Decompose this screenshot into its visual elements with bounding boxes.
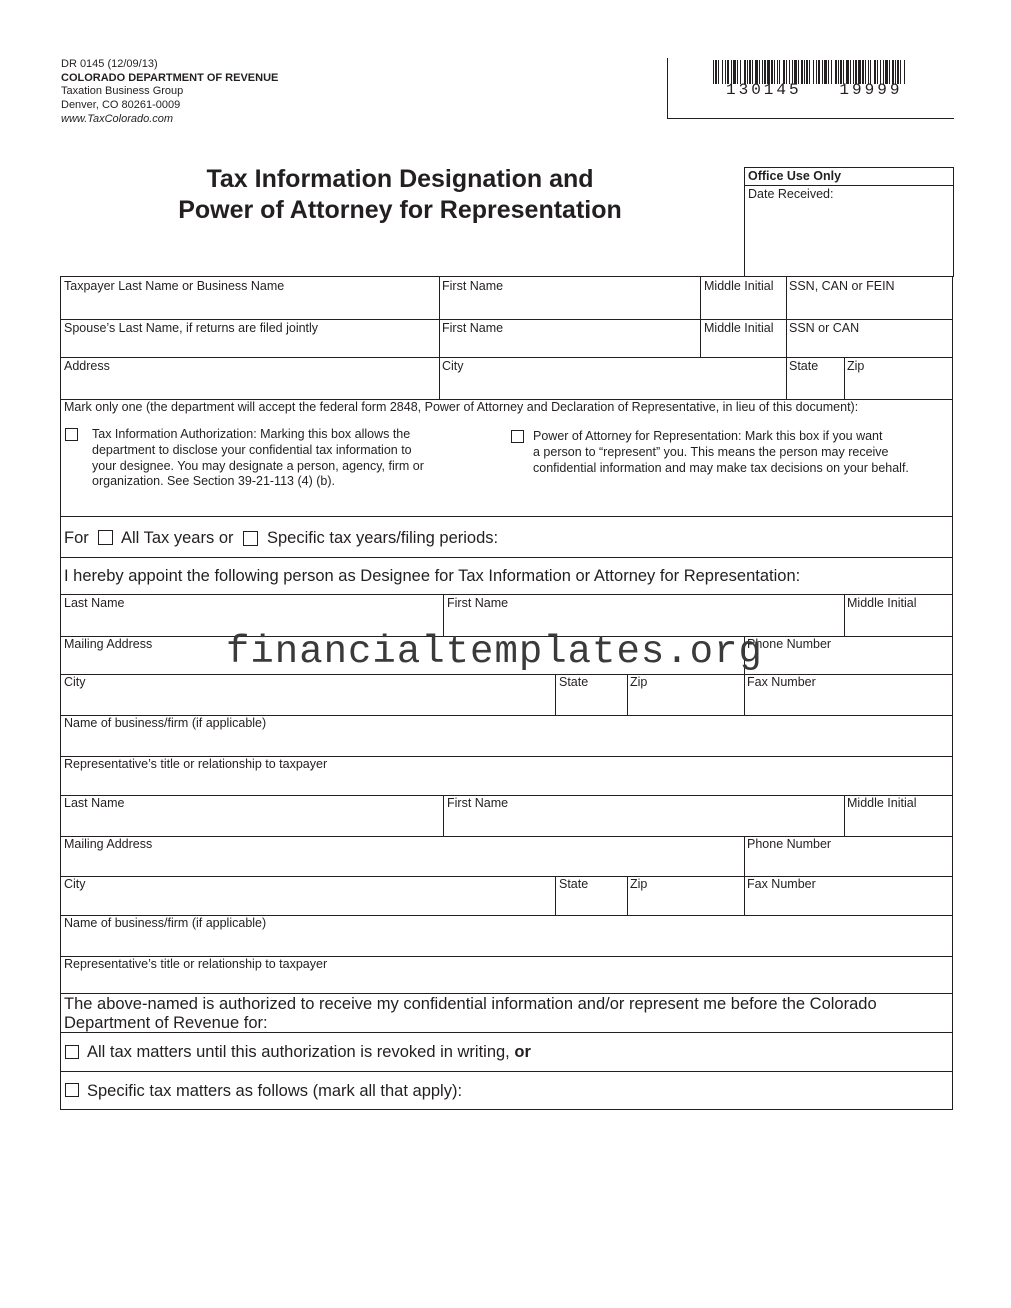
- rep2-state-field[interactable]: State: [559, 877, 589, 891]
- taxpayer-first-name-field[interactable]: First Name: [442, 279, 504, 293]
- agency-address: Denver, CO 80261-0009: [61, 99, 181, 112]
- specific-tax-matters-label: Specific tax matters as follows (mark all that apply):: [87, 1082, 463, 1100]
- all-tax-years-checkbox[interactable]: [98, 530, 113, 545]
- state-field[interactable]: State: [789, 359, 819, 373]
- barcode-number: 130145 19999: [726, 81, 903, 99]
- taxpayer-ssn-field[interactable]: SSN, CAN or FEIN: [789, 279, 895, 293]
- rep1-first-name-field[interactable]: First Name: [447, 596, 509, 610]
- rep1-business-name-field[interactable]: Name of business/firm (if applicable): [64, 716, 267, 730]
- title-line-1: Tax Information Designation and: [206, 165, 594, 193]
- office-use-box: [744, 167, 954, 277]
- date-received-label: Date Received:: [748, 187, 834, 201]
- department-name: COLORADO DEPARTMENT OF REVENUE: [61, 71, 279, 84]
- rep2-business-name-field[interactable]: Name of business/firm (if applicable): [64, 916, 267, 930]
- title-line-2: Power of Attorney for Representation: [178, 196, 622, 224]
- all-tax-years-label: All Tax years or: [121, 529, 234, 547]
- rep1-state-field[interactable]: State: [559, 675, 589, 689]
- power-of-attorney-text: Power of Attorney for Representation: Mark this box if you want a person to “represent” you. This means the person may receive confidential information and may make tax decisions on your behalf.: [533, 429, 909, 475]
- rep1-middle-initial-field[interactable]: Middle Initial: [847, 596, 917, 610]
- rep2-zip-field[interactable]: Zip: [630, 877, 648, 891]
- specific-tax-years-checkbox[interactable]: [243, 531, 258, 546]
- rep1-zip-field[interactable]: Zip: [630, 675, 648, 689]
- rep2-mailing-address-field[interactable]: Mailing Address: [64, 837, 153, 851]
- all-tax-matters-label: All tax matters until this authorization is revoked in writing, or: [87, 1043, 531, 1061]
- appoint-statement: I hereby appoint the following person as Designee for Tax Information or Attorney for Representation:: [64, 567, 801, 585]
- specific-tax-years-label: Specific tax years/filing periods:: [267, 529, 499, 547]
- rep2-fax-field[interactable]: Fax Number: [747, 877, 816, 891]
- form-title: [130, 164, 670, 226]
- zip-field[interactable]: Zip: [847, 359, 865, 373]
- taxpayer-last-name-field[interactable]: Taxpayer Last Name or Business Name: [64, 279, 285, 293]
- rep2-phone-field[interactable]: Phone Number: [747, 837, 832, 851]
- rep1-mailing-address-field[interactable]: Mailing Address: [64, 637, 153, 651]
- tax-information-authorization-checkbox[interactable]: [65, 428, 78, 441]
- rep1-last-name-field[interactable]: Last Name: [64, 596, 125, 610]
- group-name: Taxation Business Group: [61, 85, 184, 98]
- tax-information-authorization-text: Tax Information Authorization: Marking this box allows the department to disclose your confidential tax information to your designee. You may designate a person, agency, firm or organization. See Section 39-21-113 (4) (b).: [92, 427, 424, 489]
- rep1-fax-field[interactable]: Fax Number: [747, 675, 816, 689]
- agency-website: www.TaxColorado.com: [61, 112, 174, 125]
- office-use-heading: Office Use Only: [745, 168, 953, 186]
- taxpayer-middle-initial-field[interactable]: Middle Initial: [704, 279, 774, 293]
- agency-header: [61, 58, 278, 127]
- spouse-ssn-field[interactable]: SSN or CAN: [789, 321, 860, 335]
- rep1-title-field[interactable]: Representative’s title or relationship to taxpayer: [64, 757, 328, 771]
- rep1-phone-field[interactable]: Phone Number: [747, 637, 832, 651]
- for-label: For: [64, 529, 89, 547]
- form-body: [60, 276, 953, 1110]
- address-field[interactable]: Address: [64, 359, 110, 373]
- power-of-attorney-checkbox[interactable]: [511, 430, 524, 443]
- rep2-title-field[interactable]: Representative’s title or relationship to taxpayer: [64, 957, 328, 971]
- rep1-city-field[interactable]: City: [64, 675, 86, 689]
- form-code: DR 0145 (12/09/13): [61, 58, 158, 70]
- authorization-statement: The above-named is authorized to receive my confidential information and/or represent me before the Colorado Department of Revenue for:: [64, 995, 877, 1032]
- city-field[interactable]: City: [442, 359, 464, 373]
- rep2-city-field[interactable]: City: [64, 877, 86, 891]
- spouse-first-name-field[interactable]: First Name: [442, 321, 504, 335]
- spouse-last-name-field[interactable]: Spouse’s Last Name, if returns are filed jointly: [64, 321, 319, 335]
- rep2-first-name-field[interactable]: First Name: [447, 796, 509, 810]
- watermark-text: financialtemplates.org: [226, 630, 763, 674]
- rep2-middle-initial-field[interactable]: Middle Initial: [847, 796, 917, 810]
- spouse-middle-initial-field[interactable]: Middle Initial: [704, 321, 774, 335]
- rep2-last-name-field[interactable]: Last Name: [64, 796, 125, 810]
- mark-only-one-instruction: Mark only one (the department will accept the federal form 2848, Power of Attorney and Declaration of Representative, in lieu of this document):: [64, 400, 859, 414]
- all-tax-matters-checkbox[interactable]: [65, 1045, 79, 1059]
- specific-tax-matters-checkbox[interactable]: [65, 1083, 79, 1097]
